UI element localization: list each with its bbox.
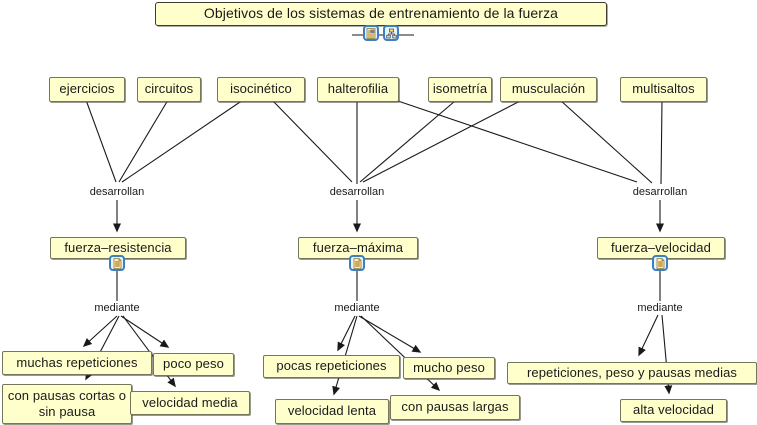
linking-phrase-desarrollan-3[interactable]: desarrollan (632, 186, 688, 198)
linking-phrase-mediante-3[interactable]: mediante (637, 302, 683, 314)
document-glyph (112, 258, 123, 269)
concept-con-pausas-largas[interactable]: con pausas largas (390, 395, 520, 420)
concept-ejercicios[interactable]: ejercicios (49, 77, 125, 102)
concept-musculacion[interactable]: musculación (500, 77, 597, 102)
concept-mucho-peso[interactable]: mucho peso (403, 357, 495, 379)
org-chart-glyph (386, 28, 397, 39)
linking-phrase-mediante-1[interactable]: mediante (94, 302, 140, 314)
document-icon[interactable] (109, 255, 125, 271)
document-icon[interactable] (652, 255, 668, 271)
concept-con-pausas-cortas-o-sin-pausa[interactable]: con pausas cortas o sin pausa (2, 384, 132, 424)
concept-muchas-repeticiones[interactable]: muchas repeticiones (2, 351, 152, 375)
document-glyph (352, 258, 363, 269)
document-glyph (655, 258, 666, 269)
map-title[interactable]: Objetivos de los sistemas de entrenamiento de la fuerza (155, 2, 607, 26)
concept-repeticiones-peso-pausas-medias[interactable]: repeticiones, peso y pausas medias (507, 362, 757, 384)
concept-fuerza-maxima[interactable]: fuerza–máxima (298, 237, 418, 259)
org-chart-icon[interactable] (383, 25, 399, 41)
concept-fuerza-velocidad[interactable]: fuerza–velocidad (597, 237, 725, 259)
concept-pocas-repeticiones[interactable]: pocas repeticiones (263, 355, 400, 378)
linking-phrase-desarrollan-2[interactable]: desarrollan (329, 186, 385, 198)
concept-velocidad-media[interactable]: velocidad media (130, 391, 250, 415)
concept-halterofilia[interactable]: halterofilia (317, 77, 399, 102)
concept-velocidad-lenta[interactable]: velocidad lenta (275, 399, 389, 424)
page-image-glyph (366, 28, 377, 39)
concept-fuerza-resistencia[interactable]: fuerza–resistencia (50, 237, 186, 259)
linking-phrase-desarrollan-1[interactable]: desarrollan (89, 186, 145, 198)
concept-multisaltos[interactable]: multisaltos (620, 77, 707, 102)
document-icon[interactable] (349, 255, 365, 271)
concept-circuitos[interactable]: circuitos (137, 77, 201, 102)
concept-poco-peso[interactable]: poco peso (153, 353, 234, 376)
linking-phrase-mediante-2[interactable]: mediante (334, 302, 380, 314)
concept-isocinetico[interactable]: isocinético (217, 77, 305, 102)
concept-isometria[interactable]: isometría (428, 77, 492, 102)
page-image-icon[interactable] (363, 25, 379, 41)
concept-alta-velocidad[interactable]: alta velocidad (620, 399, 727, 422)
